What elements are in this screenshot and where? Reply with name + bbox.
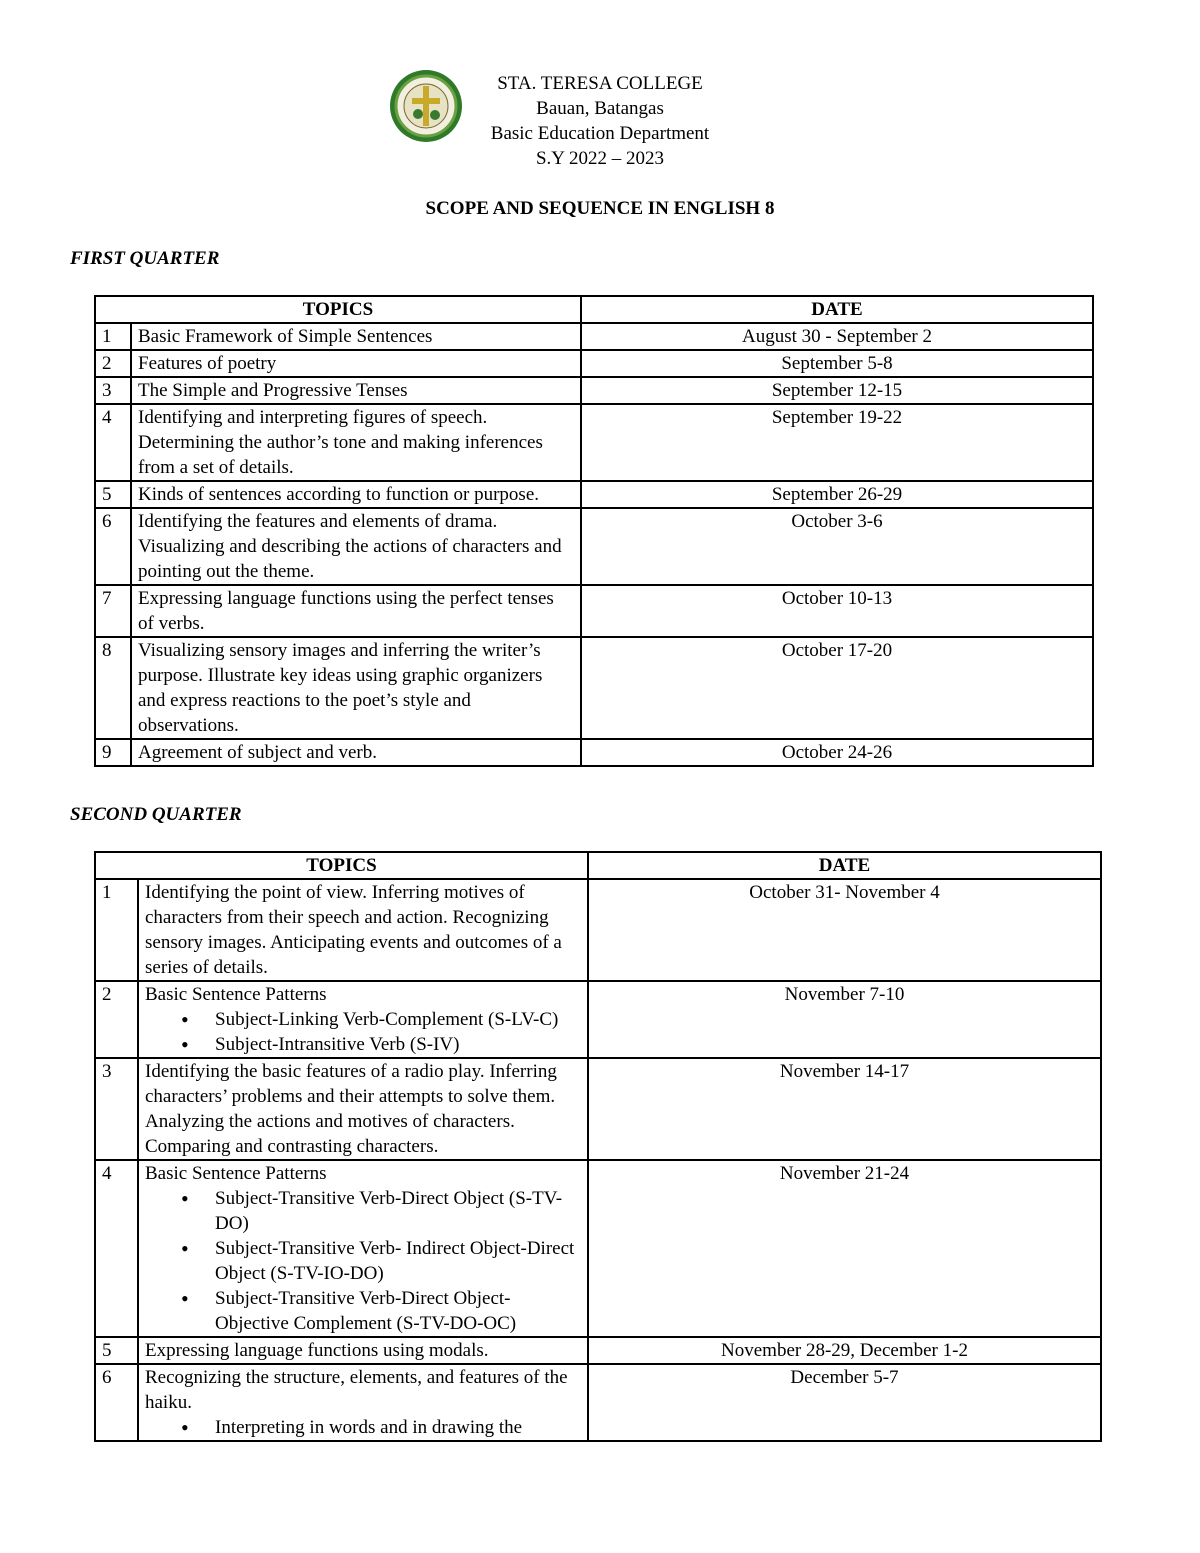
table-row	[95, 350, 1093, 377]
topic-cell	[138, 1058, 588, 1160]
topic-cell	[131, 637, 581, 739]
row-number: 4	[95, 1160, 138, 1337]
topic-text: Basic Sentence Patterns	[145, 1163, 327, 1184]
topic-text: Kinds of sentences according to function or purpose.	[138, 484, 540, 505]
list-item: • Subject-Transitive Verb- Indirect Object-Direct Object (S-TV-IO-DO)	[215, 1236, 581, 1286]
topic-text: Expressing language functions using the perfect tenses of verbs.	[138, 588, 554, 634]
row-number: 7	[95, 585, 131, 637]
school-year: S.Y 2022 – 2023	[535, 148, 665, 169]
row-number: 1	[95, 323, 131, 350]
date-cell: September 12-15	[581, 377, 1093, 404]
table-row	[95, 1160, 1101, 1337]
row-number: 3	[95, 1058, 138, 1160]
date-cell: October 24-26	[581, 739, 1093, 766]
row-number: 1	[95, 879, 138, 981]
topic-cell	[138, 1364, 588, 1441]
topic-cell	[131, 481, 581, 508]
row-number: 9	[95, 739, 131, 766]
date-cell: September 5-8	[581, 350, 1093, 377]
list-item: • Interpreting in words and in drawing the	[215, 1415, 581, 1440]
row-number: 6	[95, 1364, 138, 1441]
table-row	[95, 739, 1093, 766]
row-number: 2	[95, 350, 131, 377]
row-number: 4	[95, 404, 131, 481]
first-quarter-table	[94, 295, 1094, 767]
topic-text: Recognizing the structure, elements, and features of the haiku.	[145, 1367, 568, 1413]
topic-cell	[131, 350, 581, 377]
date-cell: October 17-20	[581, 637, 1093, 739]
list-item: • Subject-Transitive Verb-Direct Object (S-TV-DO)	[215, 1186, 581, 1236]
topic-text: Identifying the point of view. Inferring motives of characters from their speech and action. Recognizing sensory images. Anticipating events and outcomes of a series of details.	[145, 882, 562, 978]
date-cell: October 31- November 4	[588, 879, 1101, 981]
table-header-row	[95, 296, 1093, 323]
table-row	[95, 1364, 1101, 1441]
document-header	[0, 71, 1200, 171]
table-row	[95, 1058, 1101, 1160]
topic-text: The Simple and Progressive Tenses	[138, 380, 408, 401]
first-quarter-heading: FIRST QUARTER	[70, 248, 220, 269]
topic-cell	[131, 585, 581, 637]
second-quarter-heading: SECOND QUARTER	[70, 804, 242, 825]
table-header-row	[95, 852, 1101, 879]
school-name: STA. TERESA COLLEGE	[497, 73, 703, 94]
topic-cell	[138, 1160, 588, 1337]
date-cell: December 5-7	[588, 1364, 1101, 1441]
table-row	[95, 879, 1101, 981]
topic-bullet-list	[145, 1415, 581, 1440]
table-row	[95, 981, 1101, 1058]
row-number: 6	[95, 508, 131, 585]
list-item: • Subject-Transitive Verb-Direct Object-Objective Complement (S-TV-DO-OC)	[215, 1286, 581, 1336]
topic-cell	[131, 739, 581, 766]
table-row	[95, 1337, 1101, 1364]
date-cell: November 14-17	[588, 1058, 1101, 1160]
table-row	[95, 323, 1093, 350]
date-cell: October 3-6	[581, 508, 1093, 585]
topic-cell	[138, 1337, 588, 1364]
table-row	[95, 585, 1093, 637]
table-row	[95, 637, 1093, 739]
date-cell: November 7-10	[588, 981, 1101, 1058]
row-number: 5	[95, 481, 131, 508]
topic-text: Features of poetry	[138, 353, 277, 374]
topic-cell	[131, 323, 581, 350]
topic-text: Agreement of subject and verb.	[138, 742, 377, 763]
second-quarter-table	[94, 851, 1102, 1442]
topic-text: Identifying the features and elements of drama. Visualizing and describing the actions of characters and pointing out the theme.	[138, 511, 562, 582]
topics-column-header: TOPICS	[95, 296, 581, 323]
date-cell: August 30 - September 2	[581, 323, 1093, 350]
topic-bullet-list	[145, 1186, 581, 1336]
topic-cell	[131, 404, 581, 481]
document-title: SCOPE AND SEQUENCE IN ENGLISH 8	[425, 198, 775, 219]
table-row	[95, 508, 1093, 585]
table-row	[95, 377, 1093, 404]
date-column-header: DATE	[588, 852, 1101, 879]
topic-cell	[138, 981, 588, 1058]
row-number: 2	[95, 981, 138, 1058]
row-number: 3	[95, 377, 131, 404]
topic-bullet-list	[145, 1007, 581, 1057]
date-cell: November 28-29, December 1-2	[588, 1337, 1101, 1364]
school-location: Bauan, Batangas	[536, 98, 664, 119]
topic-cell	[131, 377, 581, 404]
topic-text: Basic Framework of Simple Sentences	[138, 326, 433, 347]
topic-text: Basic Sentence Patterns	[145, 984, 327, 1005]
topic-text: Identifying the basic features of a radio play. Inferring characters’ problems and their attempts to solve them. Analyzing the actions and motives of characters. Comparing and contrasting characters.	[145, 1061, 557, 1157]
row-number: 8	[95, 637, 131, 739]
date-cell: October 10-13	[581, 585, 1093, 637]
table-row	[95, 404, 1093, 481]
row-number: 5	[95, 1337, 138, 1364]
table-row	[95, 481, 1093, 508]
topics-column-header: TOPICS	[95, 852, 588, 879]
topic-cell	[138, 879, 588, 981]
date-column-header: DATE	[581, 296, 1093, 323]
department-name: Basic Education Department	[490, 123, 710, 144]
topic-text: Expressing language functions using modals.	[145, 1340, 489, 1361]
date-cell: September 19-22	[581, 404, 1093, 481]
list-item: • Subject-Intransitive Verb (S-IV)	[215, 1032, 581, 1057]
topic-text: Visualizing sensory images and inferring the writer’s purpose. Illustrate key ideas using graphic organizers and express reactions to the poet’s style and observations.	[138, 640, 543, 736]
list-item: • Subject-Linking Verb-Complement (S-LV-C)	[215, 1007, 581, 1032]
date-cell: September 26-29	[581, 481, 1093, 508]
date-cell: November 21-24	[588, 1160, 1101, 1337]
topic-text: Identifying and interpreting figures of speech. Determining the author’s tone and making inferences from a set of details.	[138, 407, 543, 478]
topic-cell	[131, 508, 581, 585]
